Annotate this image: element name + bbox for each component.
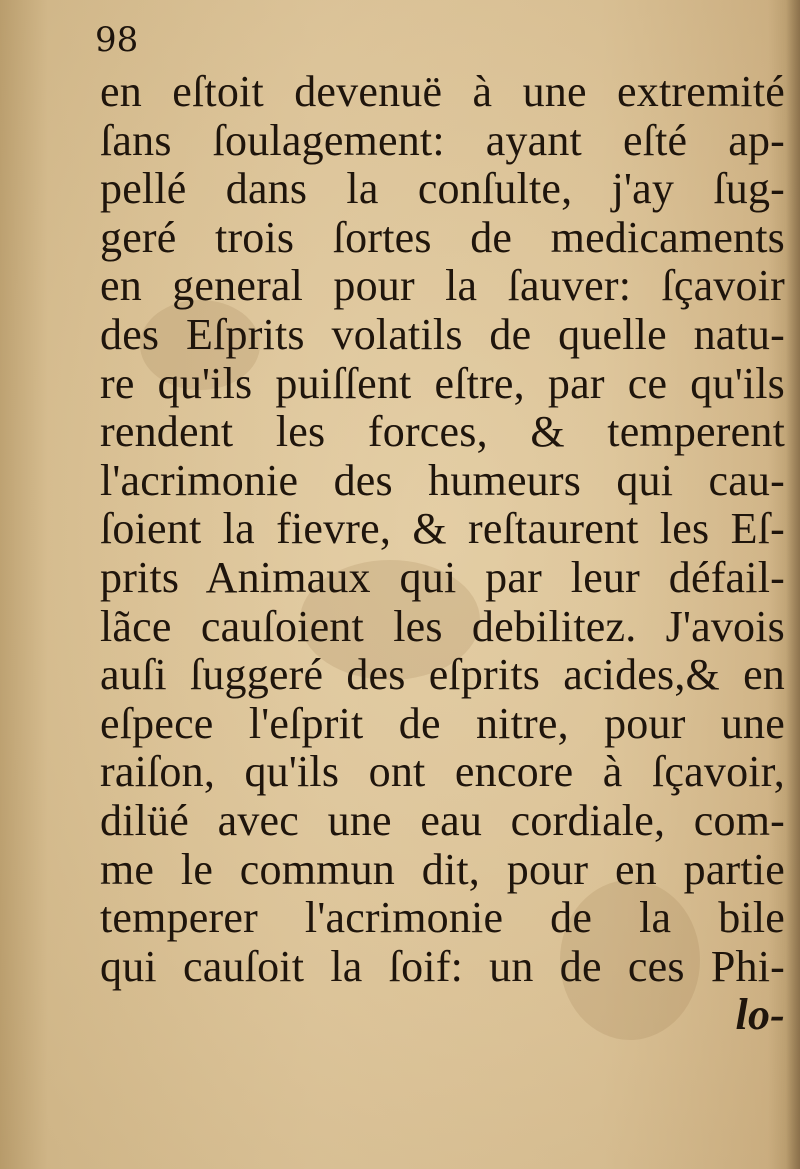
text-line: dilüé avec une eau cordiale, com- xyxy=(100,795,785,845)
catchword: lo- xyxy=(735,990,785,1040)
text-line: raiſon, qu'ils ont encore à ſçavoir, xyxy=(100,747,785,797)
text-line: me le commun dit, pour en partie xyxy=(100,844,785,894)
text-line: re qu'ils puiſſent eſtre, par ce qu'ils xyxy=(100,358,785,408)
text-line: temperer l'acrimonie de la bile xyxy=(100,893,785,943)
text-line: prits Animaux qui par leur défail- xyxy=(100,552,785,602)
text-line: des Eſprits volatils de quelle natu- xyxy=(100,309,785,359)
text-line: lãce cauſoient les debilitez. J'avois xyxy=(100,601,785,651)
text-line: ſoient la fievre, & reſtaurent les Eſ- xyxy=(100,504,785,554)
page-number: 98 xyxy=(95,20,139,60)
text-line: auſi ſuggeré des eſprits acides,& en xyxy=(100,650,785,700)
body-text xyxy=(100,68,785,1040)
text-line: l'acrimonie des humeurs qui cau- xyxy=(100,455,785,505)
text-line: qui cauſoit la ſoif: un de ces Phi- xyxy=(100,941,785,991)
text-line: pellé dans la conſulte, j'ay ſug- xyxy=(100,164,785,214)
text-line: ſans ſoulagement: ayant eſté ap- xyxy=(100,115,785,165)
text-line: eſpece l'eſprit de nitre, pour une xyxy=(100,698,785,748)
text-line: en general pour la ſauver: ſçavoir xyxy=(100,261,785,311)
page-gutter-shadow xyxy=(786,0,800,1169)
text-line: en eſtoit devenuë à une extremité xyxy=(100,67,785,116)
text-line: geré trois ſortes de medicaments xyxy=(100,212,785,262)
text-line: rendent les forces, & temperent xyxy=(100,407,785,457)
